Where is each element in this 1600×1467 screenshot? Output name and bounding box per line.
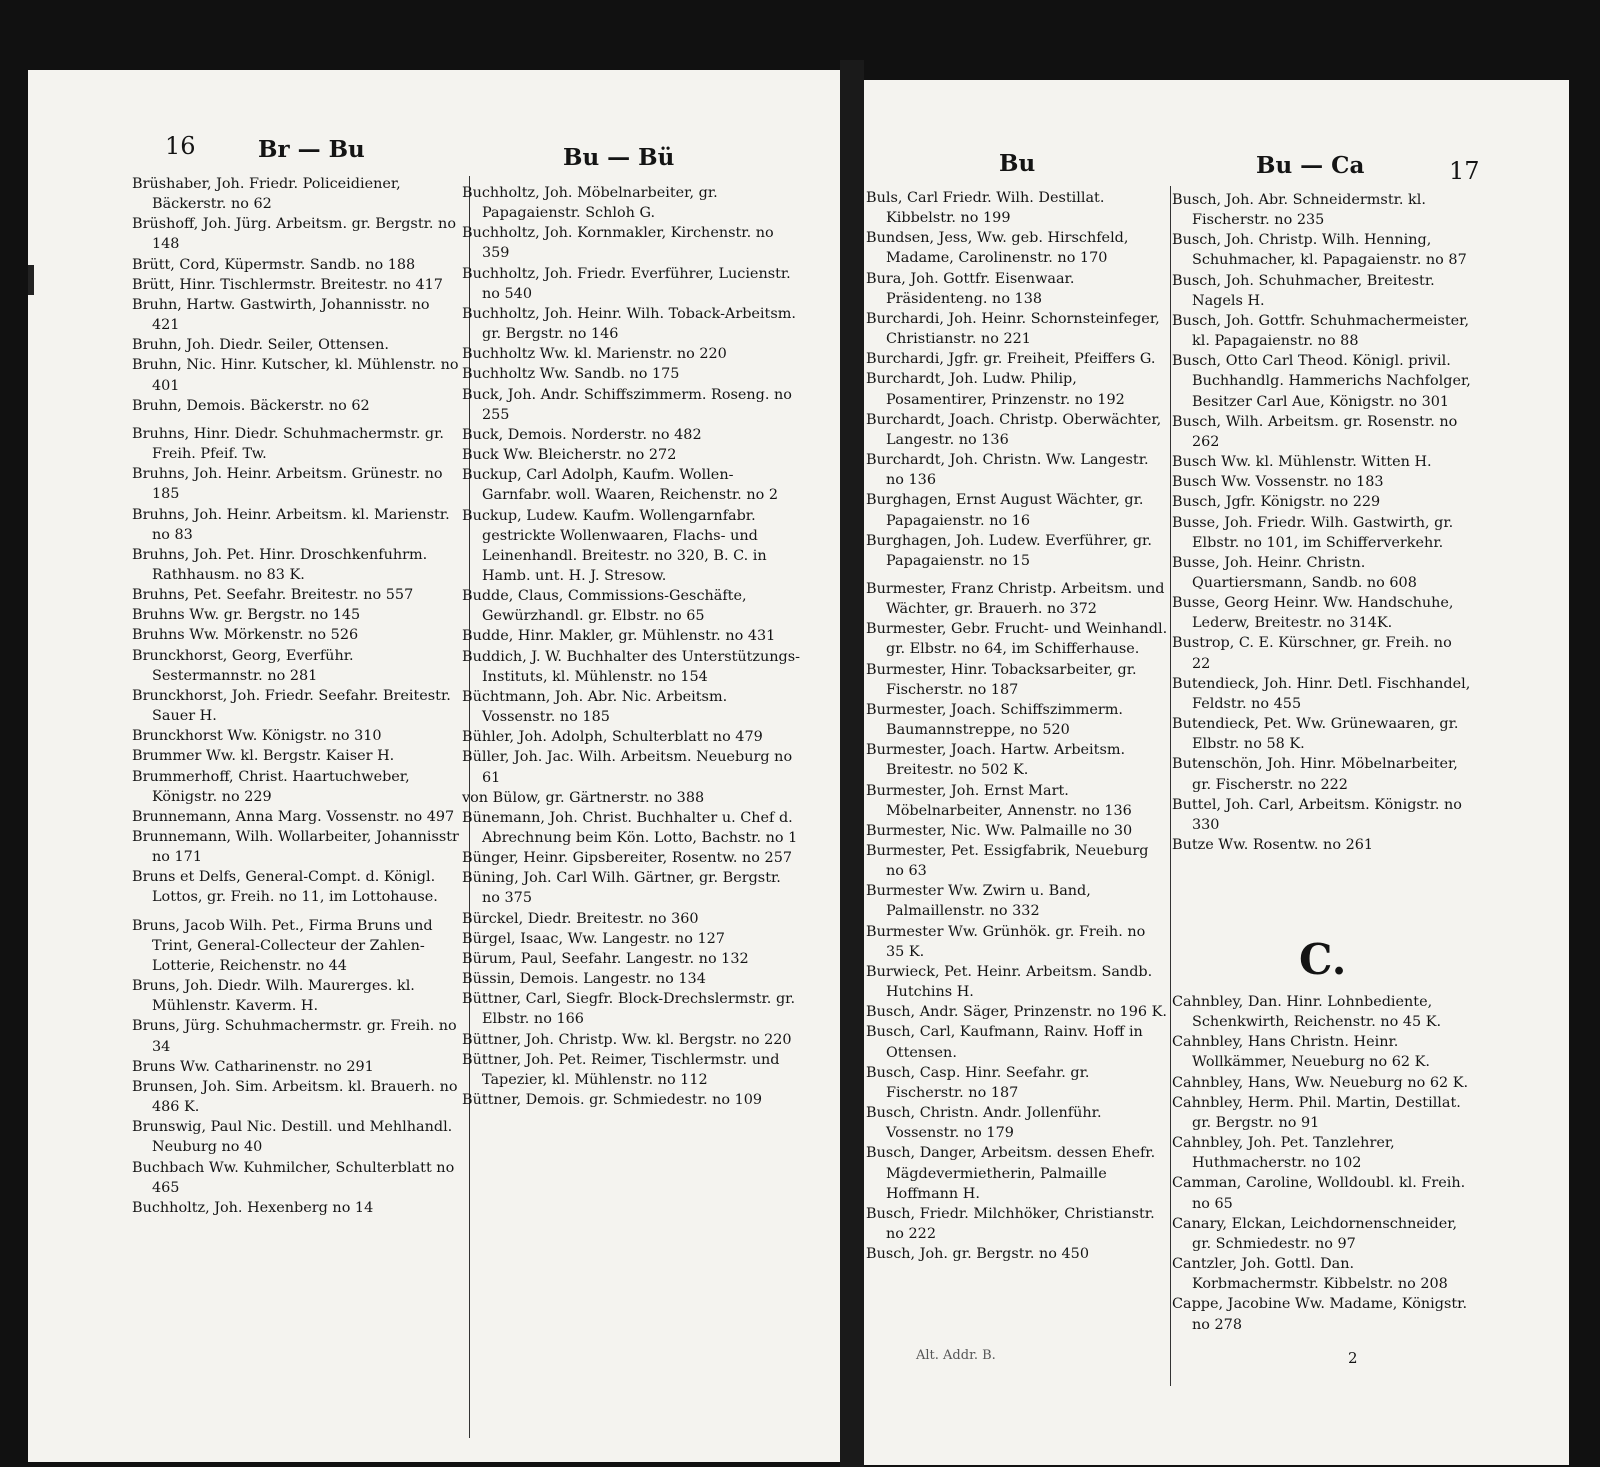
directory-entry: Brütt, Cord, Küpermstr. Sandb. no 188 <box>132 256 416 273</box>
directory-entry: Busch, Wilh. Arbeitsm. gr. Rosenstr. no 262 <box>1172 413 1458 450</box>
directory-entry: Burmester, Joh. Ernst Mart. Möbelnarbeiter, Annenstr. no 136 <box>866 782 1132 819</box>
entries-column <box>1172 190 1472 855</box>
directory-entry: Bruhn, Demois. Bäckerstr. no 62 <box>132 397 370 414</box>
directory-entry: Burmester, Joach. Hartw. Arbeitsm. Breitestr. no 502 K. <box>866 742 1126 779</box>
entries-column <box>462 183 802 1110</box>
directory-entry: Burchardt, Joh. Ludw. Philip, Posamentirer, Prinzenstr. no 192 <box>866 371 1125 408</box>
directory-entry: Buckup, Ludew. Kaufm. Wollengarnfabr. gestrickte Wollenwaaren, Flachs- und Leinenhandl. Breitestr. no 320, B. C. in Hamb. unt. H. J. Stresow. <box>462 507 767 584</box>
directory-entry: Bruhn, Joh. Diedr. Seiler, Ottensen. <box>132 337 390 354</box>
directory-entry: Budde, Claus, Commissions-Geschäfte, Gewürzhandl. gr. Elbstr. no 65 <box>462 588 747 625</box>
directory-entry: Brunnemann, Anna Marg. Vossenstr. no 497 <box>132 808 455 825</box>
directory-entry: Bünger, Heinr. Gipsbereiter, Rosentw. no 257 <box>462 850 793 867</box>
directory-entry: Bruns, Joh. Diedr. Wilh. Maurerges. kl. Mühlenstr. Kaverm. H. <box>132 978 415 1015</box>
directory-entry: Burmester, Gebr. Frucht- und Weinhandl. gr. Elbstr. no 64, im Schifferhause. <box>866 621 1168 658</box>
page-number: 17 <box>1449 157 1480 185</box>
directory-entry: Buchholtz, Joh. Hexenberg no 14 <box>132 1199 374 1216</box>
directory-entry: Bruhns, Pet. Seefahr. Breitestr. no 557 <box>132 587 414 604</box>
directory-entry: Büttner, Demois. gr. Schmiedestr. no 109 <box>462 1092 763 1109</box>
directory-entry: Brunswig, Paul Nic. Destill. und Mehlhandl. Neuburg no 40 <box>132 1119 453 1156</box>
directory-entry: Busch, Casp. Hinr. Seefahr. gr. Fischerstr. no 187 <box>866 1064 1090 1101</box>
left-page <box>28 70 840 1462</box>
column-rule <box>1170 186 1171 1386</box>
directory-entry: Bürgel, Isaac, Ww. Langestr. no 127 <box>462 930 725 947</box>
running-head: Bu — Ca <box>1256 152 1365 179</box>
directory-entry: Buchholtz, Joh. Friedr. Everführer, Lucienstr. no 540 <box>462 265 791 302</box>
sheet-number: 2 <box>1348 1349 1358 1367</box>
directory-entry: Busch, Joh. Christp. Wilh. Henning, Schuhmacher, kl. Papagaienstr. no 87 <box>1172 232 1467 269</box>
directory-entry: Busch, Danger, Arbeitsm. dessen Ehefr. Mägdevermietherin, Palmaille Hoffmann H. <box>866 1145 1156 1202</box>
directory-entry: Busch, Joh. Schuhmacher, Breitestr. Nagels H. <box>1172 272 1435 309</box>
directory-entry: Burchardt, Joach. Christp. Oberwächter, Langestr. no 136 <box>866 411 1162 448</box>
directory-entry: Burghagen, Joh. Ludew. Everführer, gr. Papagaienstr. no 15 <box>866 532 1152 569</box>
directory-entry: Brütt, Hinr. Tischlermstr. Breitestr. no 417 <box>132 276 443 293</box>
running-head: Bu — Bü <box>563 144 675 171</box>
directory-entry: Butze Ww. Rosentw. no 261 <box>1172 837 1374 853</box>
directory-entry: Busch, Joh. Gottfr. Schuhmachermeister, kl. Papagaienstr. no 88 <box>1172 312 1470 350</box>
directory-entry: Bürckel, Diedr. Breitestr. no 360 <box>462 910 699 927</box>
directory-entry: Bruns, Jürg. Schuhmachermstr. gr. Freih. no 34 <box>132 1018 457 1055</box>
directory-entry: Bünemann, Joh. Christ. Buchhalter u. Chef d. Abrechnung beim Kön. Lotto, Bachstr. no 1 <box>462 809 798 846</box>
directory-entry: Burmester, Pet. Essigfabrik, Neueburg no 63 <box>866 843 1149 880</box>
directory-entry: Büchtmann, Joh. Abr. Nic. Arbeitsm. Vossenstr. no 185 <box>462 688 728 726</box>
entries-column <box>866 188 1168 1264</box>
page-edge-mark <box>28 265 34 295</box>
directory-entry: Busch, Christn. Andr. Jollenführ. Vossenstr. no 179 <box>866 1105 1102 1142</box>
directory-entry: Butenschön, Joh. Hinr. Möbelnarbeiter, gr. Fischerstr. no 222 <box>1172 756 1458 793</box>
directory-entry: Bürum, Paul, Seefahr. Langestr. no 132 <box>462 950 749 967</box>
directory-entry: Busch Ww. Vossenstr. no 183 <box>1172 474 1384 491</box>
directory-entry: Buddich, J. W. Buchhalter des Unterstützungs-Instituts, kl. Mühlenstr. no 154 <box>462 648 801 685</box>
directory-entry: Bruhns, Joh. Heinr. Arbeitsm. kl. Marienstr. no 83 <box>132 506 450 543</box>
directory-entry: Busch, Joh. gr. Bergstr. no 450 <box>866 1246 1089 1263</box>
directory-entry: Busch, Joh. Abr. Schneidermstr. kl. Fischerstr. no 235 <box>1172 192 1426 229</box>
directory-entry: Butendieck, Joh. Hinr. Detl. Fischhandel, Feldstr. no 455 <box>1172 675 1471 712</box>
directory-entry: Burmester Ww. Grünhök. gr. Freih. no 35 K. <box>866 923 1146 960</box>
directory-entry: Bruns et Delfs, General-Compt. d. Königl. Lottos, gr. Freih. no 11, im Lottohause. <box>132 869 438 906</box>
directory-entry: Cantzler, Joh. Gottl. Dan. Korbmachermstr. Kibbelstr. no 208 <box>1172 1256 1448 1293</box>
directory-entry: Buchholtz, Joh. Heinr. Wilh. Toback-Arbeitsm. gr. Bergstr. no 146 <box>462 305 796 343</box>
entry-gap <box>132 908 460 916</box>
directory-entry: Burchardi, Joh. Heinr. Schornsteinfeger, Christianstr. no 221 <box>866 310 1160 348</box>
section-letter: C. <box>1299 935 1347 984</box>
directory-entry: Butendieck, Pet. Ww. Grünewaaren, gr. Elbstr. no 58 K. <box>1172 716 1459 753</box>
directory-entry: Buchholtz, Joh. Kornmakler, Kirchenstr. no 359 <box>462 225 774 262</box>
directory-entry: Cahnbley, Herm. Phil. Martin, Destillat. gr. Bergstr. no 91 <box>1172 1094 1461 1131</box>
directory-entry: Bruhns Ww. Mörkenstr. no 526 <box>132 627 359 644</box>
right-page <box>864 80 1569 1465</box>
directory-entry: Buckup, Carl Adolph, Kaufm. Wollen-Garnfabr. woll. Waaren, Reichenstr. no 2 <box>462 467 778 504</box>
directory-entry: Büttner, Carl, Siegfr. Block-Drechslermstr. gr. Elbstr. no 166 <box>462 991 796 1028</box>
directory-entry: Buck, Demois. Norderstr. no 482 <box>462 426 702 443</box>
directory-entry: Bruhns, Hinr. Diedr. Schuhmachermstr. gr. Freih. Pfeif. Tw. <box>132 425 444 463</box>
directory-entry: Burmester Ww. Zwirn u. Band, Palmaillenstr. no 332 <box>866 883 1091 920</box>
directory-entry: Brüshoff, Joh. Jürg. Arbeitsm. gr. Bergstr. no 148 <box>132 216 456 253</box>
directory-entry: Busse, Joh. Heinr. Christn. Quartiersmann, Sandb. no 608 <box>1172 554 1417 591</box>
directory-entry: Buchholtz Ww. Sandb. no 175 <box>462 366 680 383</box>
directory-entry: Cappe, Jacobine Ww. Madame, Königstr. no 278 <box>1172 1296 1468 1333</box>
directory-entry: Cahnbley, Hans, Ww. Neueburg no 62 K. <box>1172 1074 1469 1091</box>
directory-entry: Canary, Elckan, Leichdornenschneider, gr. Schmiedestr. no 97 <box>1172 1215 1458 1252</box>
entry-gap <box>132 416 460 424</box>
directory-entry: Brunckhorst Ww. Königstr. no 310 <box>132 728 382 745</box>
directory-entry: Buchbach Ww. Kuhmilcher, Schulterblatt no 465 <box>132 1159 455 1196</box>
directory-entry: Bruhn, Hartw. Gastwirth, Johannisstr. no 421 <box>132 296 430 334</box>
directory-entry: Busch, Friedr. Milchhöker, Christianstr. no 222 <box>866 1205 1155 1242</box>
directory-entry: Bruhns, Joh. Pet. Hinr. Droschkenfuhrm. Rathhausm. no 83 K. <box>132 546 428 583</box>
entries-column <box>1172 992 1472 1335</box>
directory-entry: Burchardt, Joh. Christn. Ww. Langestr. no 136 <box>866 452 1149 489</box>
page-number: 16 <box>165 132 196 160</box>
directory-entry: Bundsen, Jess, Ww. geb. Hirschfeld, Madame, Carolinenstr. no 170 <box>866 230 1129 267</box>
directory-entry: Busse, Georg Heinr. Ww. Handschuhe, Lederw, Breitestr. no 314K. <box>1172 595 1454 632</box>
directory-entry: Brunckhorst, Georg, Everführ. Sestermannstr. no 281 <box>132 647 354 684</box>
directory-entry: Brunsen, Joh. Sim. Arbeitsm. kl. Brauerh. no 486 K. <box>132 1078 458 1116</box>
directory-entry: Busch, Carl, Kaufmann, Rainv. Hoff in Ottensen. <box>866 1024 1143 1061</box>
directory-entry: Bruns Ww. Catharinenstr. no 291 <box>132 1058 374 1075</box>
directory-entry: Burmester, Joach. Schiffszimmerm. Baumannstreppe, no 520 <box>866 701 1123 739</box>
directory-entry: Brunckhorst, Joh. Friedr. Seefahr. Breitestr. Sauer H. <box>132 687 451 725</box>
directory-entry: Burmester, Franz Christp. Arbeitsm. und Wächter, gr. Brauerh. no 372 <box>866 580 1165 618</box>
entry-gap <box>866 571 1168 579</box>
directory-entry: Bruhns, Joh. Heinr. Arbeitsm. Grünestr. no 185 <box>132 466 443 503</box>
directory-entry: Buck, Joh. Andr. Schiffszimmerm. Roseng. no 255 <box>462 386 792 423</box>
directory-entry: Burwieck, Pet. Heinr. Arbeitsm. Sandb. Hutchins H. <box>866 963 1153 1001</box>
directory-entry: Busch, Jgfr. Königstr. no 229 <box>1172 494 1381 511</box>
directory-entry: Bruhn, Nic. Hinr. Kutscher, kl. Mühlenstr. no 401 <box>132 357 459 394</box>
directory-entry: Buls, Carl Friedr. Wilh. Destillat. Kibbelstr. no 199 <box>866 190 1105 227</box>
directory-entry: Büning, Joh. Carl Wilh. Gärtner, gr. Bergstr. no 375 <box>462 870 781 907</box>
directory-entry: Cahnbley, Joh. Pet. Tanzlehrer, Huthmacherstr. no 102 <box>1172 1135 1395 1172</box>
directory-entry: Brummer Ww. kl. Bergstr. Kaiser H. <box>132 748 395 765</box>
entries-column <box>132 174 460 1218</box>
directory-entry: Burmester, Hinr. Tobacksarbeiter, gr. Fischerstr. no 187 <box>866 661 1137 698</box>
directory-entry: Burmester, Nic. Ww. Palmaille no 30 <box>866 822 1133 839</box>
directory-entry: Brunnemann, Wilh. Wollarbeiter, Johannisstr no 171 <box>132 829 459 866</box>
book-gutter <box>840 60 864 1467</box>
directory-entry: Bruns, Jacob Wilh. Pet., Firma Bruns und Trint, General-Collecteur der Zahlen-Lotterie, Reichenstr. no 44 <box>132 917 433 974</box>
directory-entry: Büller, Joh. Jac. Wilh. Arbeitsm. Neueburg no 61 <box>462 749 793 786</box>
directory-entry: Brummerhoff, Christ. Haartuchweber, Königstr. no 229 <box>132 768 410 805</box>
directory-entry: von Bülow, gr. Gärtnerstr. no 388 <box>462 789 705 806</box>
directory-entry: Busch, Otto Carl Theod. Königl. privil. Buchhandlg. Hammerichs Nachfolger, Besitzer Carl Aue, Königstr. no 301 <box>1172 353 1471 410</box>
directory-entry: Büttner, Joh. Pet. Reimer, Tischlermstr. und Tapezier, kl. Mühlenstr. no 112 <box>462 1051 780 1088</box>
directory-entry: Busch, Andr. Säger, Prinzenstr. no 196 K. <box>866 1004 1167 1021</box>
directory-entry: Buttel, Joh. Carl, Arbeitsm. Königstr. no 330 <box>1172 796 1462 833</box>
directory-entry: Cahnbley, Dan. Hinr. Lohnbediente, Schenkwirth, Reichenstr. no 45 K. <box>1172 994 1442 1031</box>
directory-entry: Cahnbley, Hans Christn. Heinr. Wollkämmer, Neueburg no 62 K. <box>1172 1034 1430 1071</box>
directory-entry: Busch Ww. kl. Mühlenstr. Witten H. <box>1172 454 1432 471</box>
directory-entry: Burghagen, Ernst August Wächter, gr. Papagaienstr. no 16 <box>866 492 1144 529</box>
directory-entry: Buck Ww. Bleicherstr. no 272 <box>462 447 677 464</box>
directory-entry: Bustrop, C. E. Kürschner, gr. Freih. no 22 <box>1172 635 1452 672</box>
directory-entry: Busse, Joh. Friedr. Wilh. Gastwirth, gr. Elbstr. no 101, im Schifferverkehr. <box>1172 514 1454 551</box>
directory-entry: Brüshaber, Joh. Friedr. Policeidiener, Bäckerstr. no 62 <box>132 176 401 213</box>
running-head: Bu <box>999 150 1036 177</box>
directory-entry: Bruhns Ww. gr. Bergstr. no 145 <box>132 607 361 624</box>
directory-entry: Büssin, Demois. Langestr. no 134 <box>462 971 706 988</box>
directory-entry: Buchholtz Ww. kl. Marienstr. no 220 <box>462 346 727 363</box>
printer-signature: Alt. Addr. B. <box>916 1348 996 1363</box>
running-head: Br — Bu <box>258 136 365 163</box>
directory-entry: Bura, Joh. Gottfr. Eisenwaar. Präsidenteng. no 138 <box>866 270 1075 307</box>
directory-entry: Budde, Hinr. Makler, gr. Mühlenstr. no 431 <box>462 628 776 645</box>
directory-entry: Burchardi, Jgfr. gr. Freiheit, Pfeiffers G. <box>866 351 1156 368</box>
directory-entry: Camman, Caroline, Wolldoubl. kl. Freih. no 65 <box>1172 1175 1466 1212</box>
directory-entry: Buchholtz, Joh. Möbelnarbeiter, gr. Papagaienstr. Schloh G. <box>462 185 718 222</box>
directory-entry: Büttner, Joh. Christp. Ww. kl. Bergstr. no 220 <box>462 1031 792 1048</box>
directory-entry: Bühler, Joh. Adolph, Schulterblatt no 479 <box>462 729 763 746</box>
